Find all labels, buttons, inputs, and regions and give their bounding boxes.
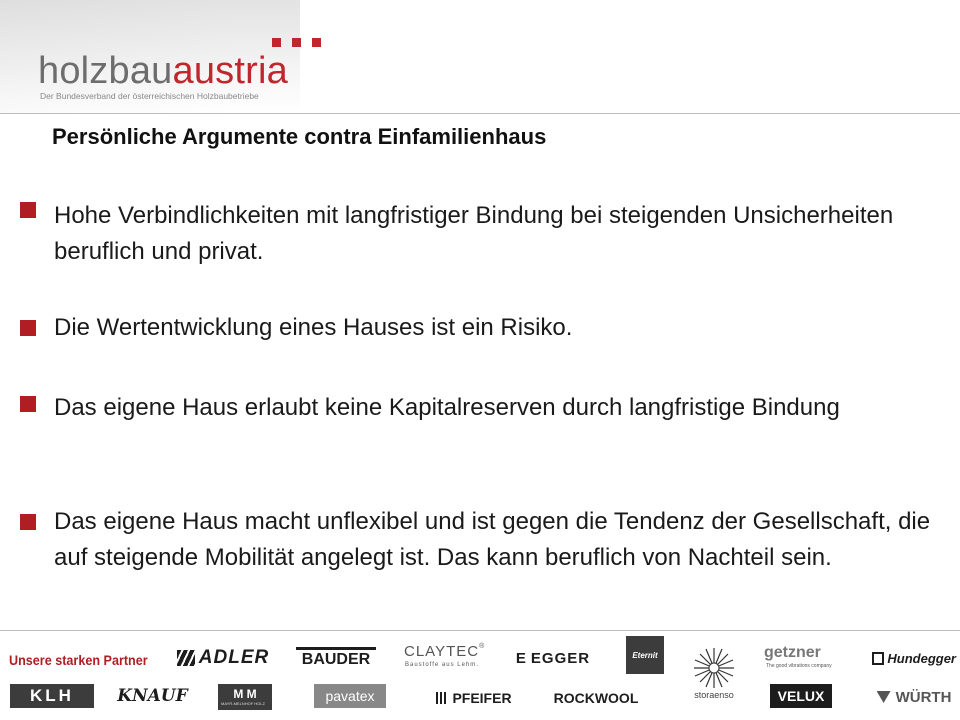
brand-name-part2: austria [172,50,288,92]
hundegger-logo [872,648,956,668]
bullet-square-icon [20,514,36,530]
egger-label: EGGER [530,649,591,667]
hundegger-mark-icon [872,652,884,665]
adler-label: ADLER [198,647,270,668]
claytec-label: CLAYTEC [404,643,480,660]
knauf-label: KNAUF [117,686,188,706]
wurth-logo [872,686,956,708]
partners-label: Unsere starken Partner [9,652,148,668]
mm-subtitle: MAYR-MELNHOF HOLZ [221,701,265,706]
bullet-square-icon [20,396,36,412]
klh-logo [10,684,94,708]
rockwool-label: ROCKWOOL [553,690,639,706]
claytec-subtitle: Baustoffe aus Lehm. [405,662,479,668]
storaenso-sun-icon [692,646,736,690]
pavatex-logo [314,684,386,708]
brand-name-part1: holzbau [38,50,173,92]
wurth-mark-icon [877,691,891,703]
footer-divider [0,630,960,631]
getzner-logo [764,644,844,672]
brand-square [292,38,301,47]
eternit-label: Eternit [632,650,658,660]
claytec-logo [404,643,494,671]
slide-title: Persönliche Argumente contra Einfamilienhaus [52,124,547,149]
wurth-label: WÜRTH [895,688,952,706]
rockwool-logo [552,688,640,708]
bullet-text: Das eigene Haus erlaubt keine Kapitalreserven durch langfristige Bindung [54,394,840,421]
brand-squares [272,38,321,47]
pfeifer-mark-icon [436,692,448,704]
brand-square [312,38,321,47]
pfeifer-label: PFEIFER [452,690,512,706]
bullet-text: Die Wertentwicklung eines Hauses ist ein Risiko. [54,314,573,341]
egger-logo [512,648,594,668]
getzner-label: getzner [764,644,821,661]
bullet-text: Hohe Verbindlichkeiten mit langfristiger Bindung bei steigenden Unsicherheiten beruflich und privat. [54,202,894,265]
pfeifer-logo [428,688,520,708]
klh-label: KLH [30,686,74,705]
storaenso-logo [688,636,740,710]
bauder-label: BAUDER [301,650,371,668]
bauder-logo [296,647,376,669]
pavatex-label: pavatex [325,688,375,704]
bullet-text: Das eigene Haus macht unflexibel und ist gegen die Tendenz der Gesellschaft, die auf steigende Mobilität angelegt ist. Das kann beruflich von Nachteil sein. [54,508,931,571]
bullet-square-icon [20,320,36,336]
velux-logo [770,684,832,708]
brand-logo [38,50,288,93]
mm-label: M M [233,687,257,701]
knauf-logo [117,682,188,710]
getzner-subtitle: The good vibrations company [766,663,832,669]
bullet-square-icon [20,202,36,218]
header-bar [0,0,960,113]
velux-label: VELUX [777,688,825,704]
brand-square [272,38,281,47]
eternit-logo [626,636,664,674]
hundegger-label: Hundegger [887,650,956,666]
adler-stripes-icon [177,650,195,666]
mayr-melnhof-logo [218,684,272,710]
brand-tagline: Der Bundesverband der österreichischen Holzbaubetriebe [40,91,259,101]
egger-mark: E [515,649,527,667]
adler-logo [166,647,280,669]
header-divider [0,113,960,114]
storaenso-label: storaenso [694,690,734,700]
claytec-reg: ® [479,643,486,650]
